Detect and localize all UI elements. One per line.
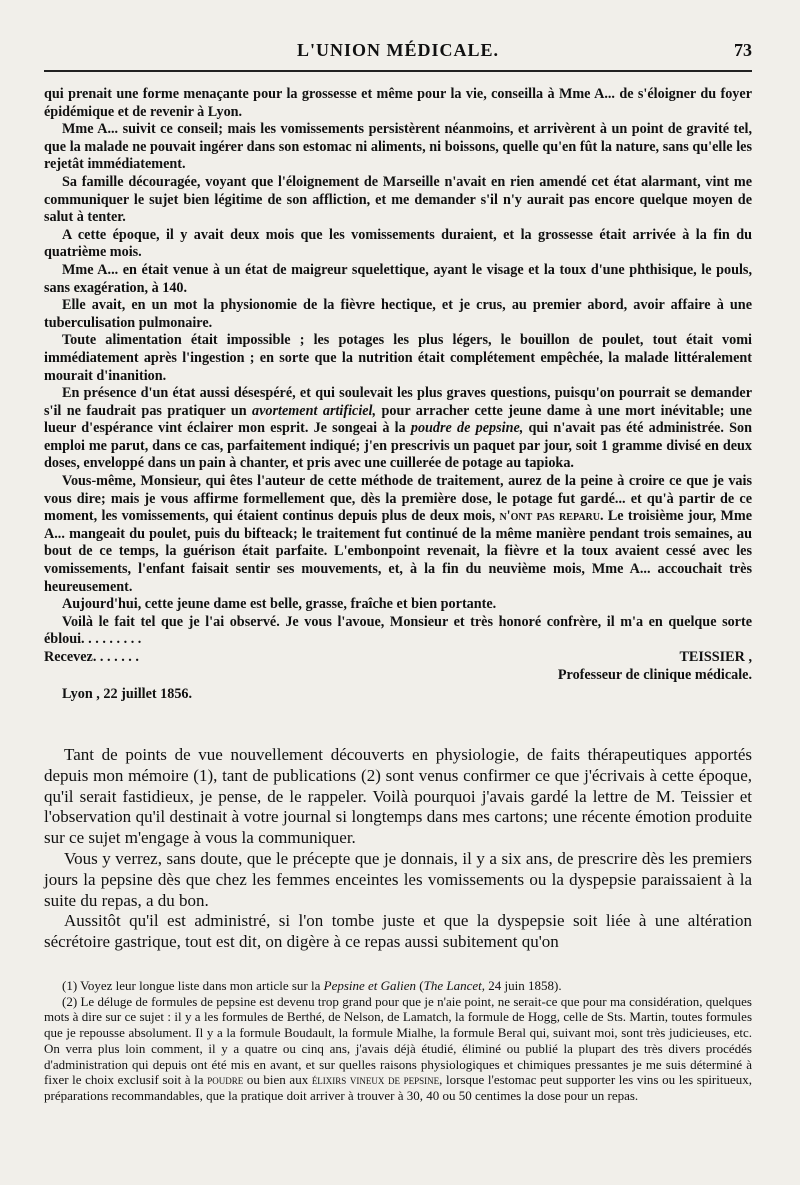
letter-paragraph: Toute alimentation était impossible ; les potages les plus légers, le bouillon de poulet, tout était vomi immédiatement après l'ingestion ; en sorte que la nutrition était complétement empêchée, la malade littéralement mourait d'inanition.	[44, 332, 752, 384]
dateline: Lyon , 22 juillet 1856.	[62, 686, 193, 703]
text-run: , lorsque l'estomac peut supporter les vins ou les spiritueux, préparations recommandables, que la pratique doit arriver à trouver à 30, 40 ou 50 centimes la dose pour un repas.	[44, 1072, 753, 1103]
text-run: (2) Le déluge de formules de pepsine est devenu trop grand pour que je n'aie point, ne serait-ce que pour ma considération, quelques mots à dire sur ce sujet : il y a les formules de Berthé, de Nelson, de Lamatch, la formule de Hogg, celle de Sts. Martin, toutes formules que je repousse absolument. Il y a la formule Boudault, la formule Mialhe, la formule Beral qui, suivant moi, sont très judicieuses, etc. On verra plus loin comment, il y a quatre ou cinq ans, j'avais déjà étudié, éliminé ou publié la plupart des très divers procédés d'administration qui depuis ont été mis en avant, et sur quelles raisons physiologiques et chimiques pressantes je me suis déterminé à fixer le choix exclusif soit à la	[44, 993, 752, 1088]
footnote-2	[44, 994, 752, 1104]
letter-body	[44, 86, 752, 704]
small-caps-run: poudre	[207, 1072, 244, 1088]
italic-run: Pepsine et Galien	[323, 978, 417, 993]
signature-name: TEISSIER ,	[679, 649, 752, 665]
text-run: qui n'avait pas été administrée. Son emploi me parut, dans ce cas, parfaitement indiqué; j'en prescrivis un paquet par jour, soit 1 gramme divisé en deux doses, enveloppé dans un pain à chanter, et pris avec une cuillerée de potage au tapioka.	[44, 420, 752, 472]
italic-run: poudre de pepsine,	[410, 420, 524, 437]
text-run: Vous-même, Monsieur, qui êtes l'auteur de cette méthode de traitement, aurez de la peine à croire ce que je vais vous dire; mais je vous affirme formellement que, dès la première dose, le potage fut gardé... et qu'à partir de ce moment, les vomissements, qui étaient continus depuis plus de deux mois,	[44, 473, 752, 525]
text-run: (1) Voyez leur longue liste dans mon article sur la	[62, 978, 324, 993]
letter-paragraph: Mme A... suivit ce conseil; mais les vomissements persistèrent néanmoins, et arrivèrent à un point de gravité tel, que la malade ne pouvait ingérer dans son estomac ni aliments, ni boissons, quelle qu'en fût la nature, sans qu'elle les rejetât immédiatement.	[44, 121, 752, 173]
italic-run: The Lancet	[423, 978, 482, 993]
text-run: ou bien aux	[243, 1072, 312, 1088]
text-run: (	[416, 978, 424, 993]
header-rule	[44, 70, 752, 72]
letter-paragraph: qui prenait une forme menaçante pour la grossesse et même pour la vie, conseilla à Mme A... de s'éloigner du foyer épidémique et de revenir à Lyon.	[44, 86, 752, 120]
letter-paragraph	[44, 473, 752, 596]
footnote-1	[44, 978, 752, 994]
small-caps-run: n'ont pas reparu.	[499, 508, 604, 525]
letter-paragraph: Aujourd'hui, cette jeune dame est belle, grasse, fraîche et bien portante.	[62, 596, 497, 613]
closing-row	[44, 649, 752, 667]
letter-paragraph: Elle avait, en un mot la physionomie de la fièvre hectique, et je crus, au premier abord, avoir affaire à une tuberculisation pulmonaire.	[44, 297, 752, 331]
closing-text: Recevez. . . . . . .	[44, 649, 139, 665]
page-number: 73	[734, 40, 752, 60]
text-run: pour arracher cette jeune dame à une mort inévitable; une lueur d'espérance vint éclairer mon esprit. Je songeai à la	[44, 402, 752, 437]
footnotes	[44, 978, 752, 1104]
text-run: En présence d'un état aussi désespéré, et qui soulevait les plus graves questions, puisqu'on pourrait se demander s'il ne faudrait pas pratiquer un	[44, 385, 752, 419]
signature-title: Professeur de clinique médicale.	[557, 666, 752, 683]
main-text	[44, 745, 752, 953]
letter-paragraph: Mme A... en était venue à un état de maigreur squelettique, ayant le visage et la toux d'une phthisique, le pouls, sans exagération, à 140.	[44, 261, 752, 296]
small-caps-run: élixirs vineux de pepsine	[311, 1072, 440, 1088]
letter-paragraph: Voilà le fait tel que je l'ai observé. Je vous l'avoue, Monsieur et très honoré confrère, il m'a en quelque sorte ébloui. . . . . . . . .	[44, 613, 752, 648]
letter-paragraph: A cette époque, il y avait deux mois que les vomissements duraient, et la grossesse était arrivée à la fin du quatrième mois.	[44, 226, 752, 261]
running-title: L'UNION MÉDICALE.	[296, 40, 500, 60]
text-run: , 24 juin 1858).	[481, 978, 562, 993]
italic-run: avortement artificiel,	[252, 402, 377, 419]
main-paragraph: Tant de points de vue nouvellement découverts en physiologie, de faits thérapeutiques apportés depuis mon mémoire (1), tant de publications (2) sont venus confirmer ce que j'écrivais à cette époque, qu'il serait fastidieux, je pense, de le rappeler. Voilà pourquoi j'avais gardé la lettre de M. Teissier et l'observation qu'il destinait à votre journal si longtemps dans mes cartons; une récente émotion produite sur ce sujet m'engage à vous la communiquer.	[44, 745, 752, 848]
text-run: Le troisième jour, Mme A... mangeait du poulet, puis du bifteack; le traitement fut continué de la même manière pendant trois semaines, au bout de ce temps, la guérison était parfaite. L'embonpoint revenait, la fièvre et la toux avaient cessé avec les vomissements, l'enfant faisait sentir ses mouvements, et, à la fin du neuvième mois, Mme A... accouchait très heureusement.	[44, 508, 752, 595]
page-header	[44, 40, 752, 68]
letter-paragraph: Sa famille découragée, voyant que l'éloignement de Marseille n'avait en rien amendé cet état alarmant, vint me communiquer le sujet bien légitime de son affliction, et me demander s'il n'y aurait pas encore quelque moyen de salut à tenter.	[44, 173, 752, 226]
letter-paragraph	[44, 385, 752, 473]
main-paragraph: Vous y verrez, sans doute, que le précepte que je donnais, il y a six ans, de prescrire dès les premiers jours la pepsine dès que chez les femmes enceintes les vomissements ou la dyspepsie paraissaient à la suite du repas, a du bon.	[44, 848, 752, 910]
main-paragraph: Aussitôt qu'il est administré, si l'on tombe juste et que la dyspepsie soit liée à une altération sécrétoire gastrique, tout est dit, on digère à ce repas aussi subitement qu'on	[44, 911, 752, 952]
